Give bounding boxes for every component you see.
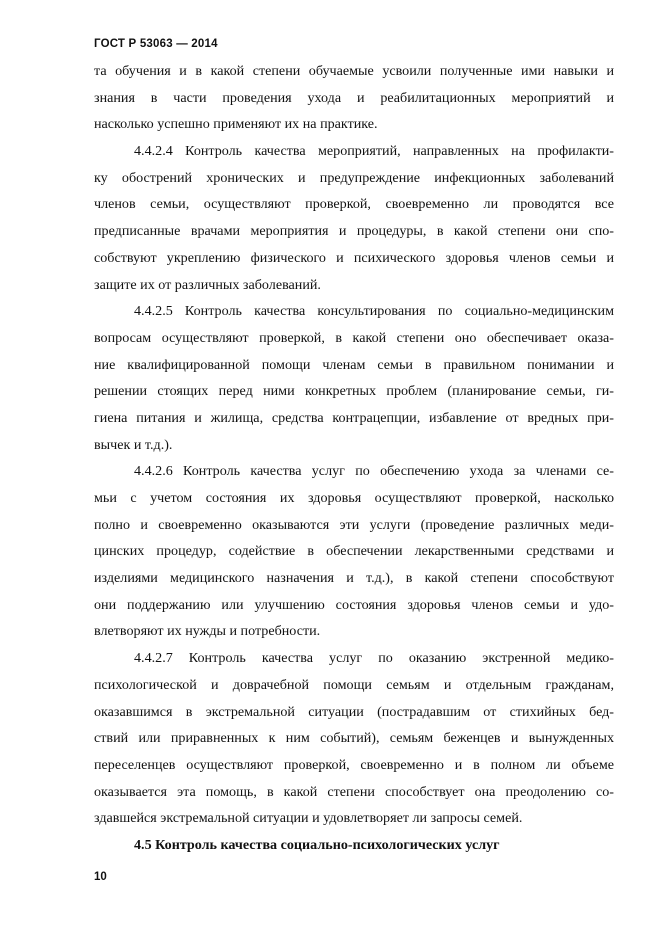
paragraph — [94, 298, 614, 458]
text-line: 4.4.2.6 Контроль качества услуг по обеспечению ухода за членами се- — [134, 463, 614, 480]
text-line: собствуют укреплению физического и психического здоровья членов семьи и — [94, 249, 614, 266]
text-line: предписанные врачами мероприятия и процедуры, в какой степени они спо- — [94, 223, 614, 240]
text-line: психологической и доврачебной помощи семьям и отдельным гражданам, — [94, 676, 614, 693]
text-line: ствий или приравненных к ним событий), семьям беженцев и вынужденных — [94, 730, 614, 747]
text-line: влетворяют их нужды и потребности. — [94, 623, 321, 640]
text-line: здавшейся экстремальной ситуации и удовлетворяет ли запросы семей. — [94, 810, 523, 827]
text-line: знания в части проведения ухода и реабилитационных мероприятий и — [94, 89, 614, 106]
text-line: 4.4.2.4 Контроль качества мероприятий, направленных на профилакти- — [134, 143, 614, 160]
text-line: насколько успешно применяют их на практике. — [94, 116, 378, 133]
page-number: 10 — [94, 871, 107, 883]
document-header: ГОСТ Р 53063 — 2014 — [94, 38, 218, 50]
paragraph — [94, 138, 614, 298]
text-line: ку обострений хронических и предупреждение инфекционных заболеваний — [94, 169, 614, 186]
paragraph — [94, 645, 614, 832]
text-line: ние квалифицированной помощи членам семьи в правильном понимании и — [94, 356, 614, 373]
text-line: решении стоящих перед ними конкретных проблем (планирование семьи, ги- — [94, 383, 614, 400]
text-line: они поддержанию или улучшению состояния здоровья членов семьи и удо- — [94, 596, 614, 613]
text-line: оказавшимся в экстремальной ситуации (пострадавшим от стихийных бед- — [94, 703, 614, 720]
document-body — [94, 58, 614, 859]
text-line: мьи с учетом состояния их здоровья осуществляют проверкой, насколько — [94, 490, 614, 506]
text-line: гиена питания и жилища, средства контрацепции, избавление от вредных при- — [94, 409, 614, 426]
text-line: 4.4.2.7 Контроль качества услуг по оказанию экстренной медико- — [134, 650, 614, 667]
paragraph — [94, 458, 614, 645]
text-line: та обучения и в какой степени обучаемые усвоили полученные ими навыки и — [94, 63, 614, 79]
text-line: вычек и т.д.). — [94, 436, 173, 453]
section-heading: 4.5 Контроль качества социально-психологических услуг — [134, 836, 500, 853]
text-line: членов семьи, осуществляют проверкой, своевременно ли проводятся все — [94, 196, 614, 213]
paragraph — [94, 58, 614, 138]
text-line: изделиями медицинского назначения и т.д.), в какой степени способствуют — [94, 570, 614, 587]
text-line: защите их от различных заболеваний. — [94, 276, 321, 293]
text-line: вопросам осуществляют проверкой, в какой степени оно обеспечивает оказа- — [94, 329, 614, 346]
text-line: 4.4.2.5 Контроль качества консультирования по социально-медицинским — [134, 303, 614, 320]
text-line: оказывается эта помощь, в какой степени способствует она преодолению со- — [94, 783, 614, 800]
text-line: цинских процедур, содействие в обеспечении лекарственными средствами и — [94, 543, 614, 560]
text-line: полно и своевременно оказываются эти услуги (проведение различных меди- — [94, 516, 614, 533]
text-line: переселенцев осуществляют проверкой, своевременно и в полном ли объеме — [94, 756, 614, 773]
